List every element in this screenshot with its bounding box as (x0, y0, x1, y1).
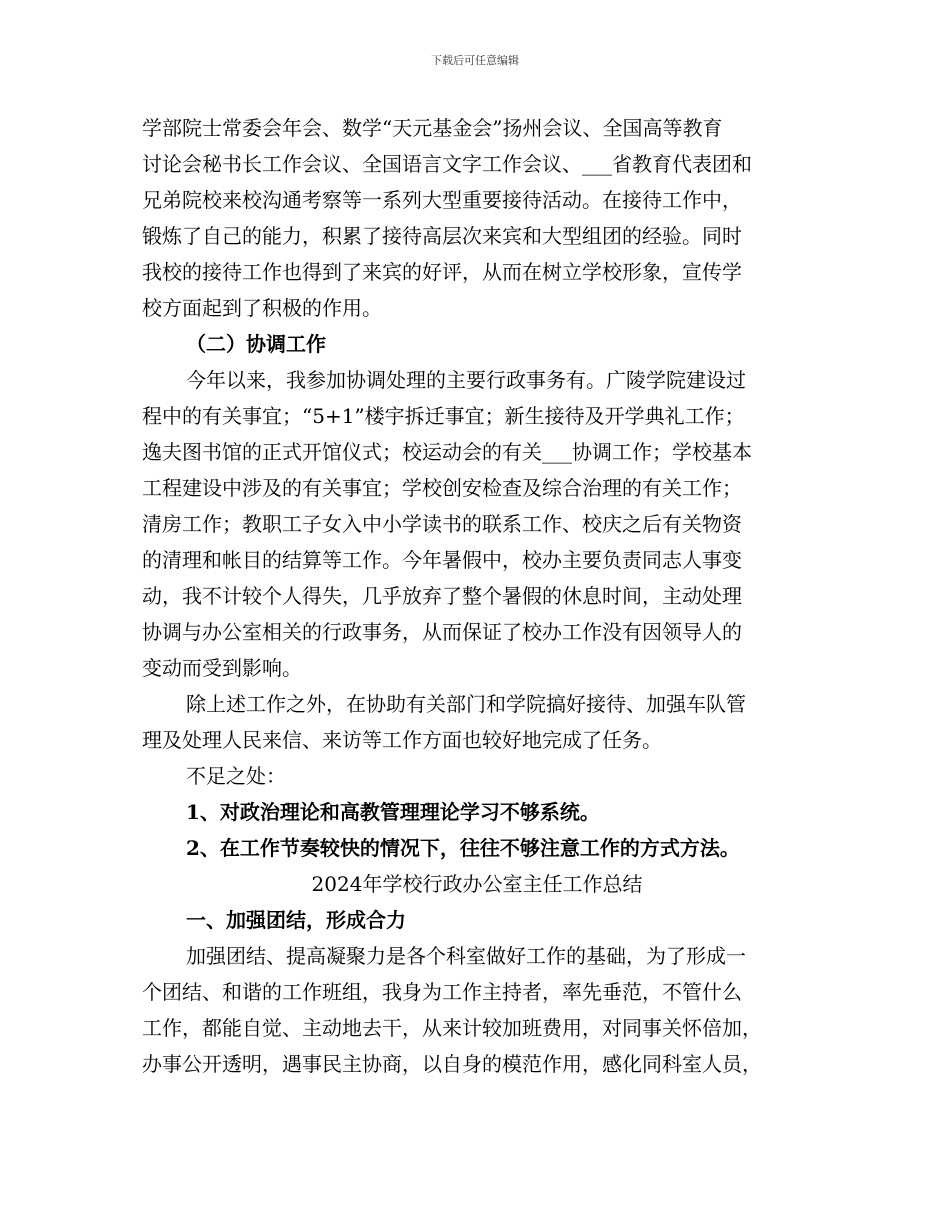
body-line: 程中的有关事宜；“5+1”楼宇拆迁事宜；新生接待及开学典礼工作； (142, 404, 745, 428)
body-line: 我校的接待工作也得到了来宾的好评，从而在树立学校形象，宣传学 (142, 260, 742, 284)
body-line: 讨论会秘书长工作会议、全国语言文字工作会议、___省教育代表团和 (142, 152, 752, 176)
body-line: 动，我不计较个人得失，几乎放弃了整个暑假的休息时间，主动处理 (142, 584, 742, 608)
paragraph-start-line: 今年以来，我参加协调处理的主要行政事务有。广陵学院建设过 (186, 368, 746, 392)
page-header: 下载后可任意编辑 (431, 54, 519, 67)
body-line: 个团结、和谐的工作班组，我身为工作主持者，率先垂范，不管什么 (142, 980, 742, 1004)
body-line: 校方面起到了积极的作用。 (142, 296, 382, 320)
body-line: 理及处理人民来信、来访等工作方面也较好地完成了任务。 (142, 728, 662, 752)
body-line: 变动而受到影响。 (142, 656, 302, 680)
body-line: 工程建设中涉及的有关事宜；学校创安检查及综合治理的有关工作； (142, 476, 742, 500)
section-heading: （二）协调工作 (186, 332, 326, 356)
document-title: 2024年学校行政办公室主任工作总结 (311, 872, 643, 896)
body-line: 锻炼了自己的能力，积累了接待高层次来宾和大型组团的经验。同时 (142, 224, 742, 248)
paragraph-start-line: 除上述工作之外，在协助有关部门和学院搞好接待、加强车队管 (186, 692, 746, 716)
body-line: 兄弟院校来校沟通考察等一系列大型重要接待活动。在接待工作中， (142, 188, 742, 212)
body-line: 学部院士常委会年会、数学“天元基金会”扬州会议、全国高等教育 (142, 116, 723, 140)
body-line: 办事公开透明，遇事民主协商，以自身的模范作用，感化同科室人员， (142, 1052, 762, 1076)
body-line: 工作，都能自觉、主动地去干，从来计较加班费用，对同事关怀倍加， (142, 1016, 762, 1040)
section-heading: 一、加强团结，形成合力 (186, 908, 406, 932)
shortcomings-label: 不足之处： (186, 764, 286, 788)
document-body (142, 110, 812, 1082)
shortcoming-item: 1、对政治理论和高教管理理论学习不够系统。 (186, 800, 600, 824)
shortcoming-item: 2、在工作节奏较快的情况下，往往不够注意工作的方式方法。 (186, 836, 740, 860)
body-line: 的清理和帐目的结算等工作。今年暑假中，校办主要负责同志人事变 (142, 548, 742, 572)
body-line: 协调与办公室相关的行政事务，从而保证了校办工作没有因领导人的 (142, 620, 742, 644)
paragraph-start-line: 加强团结、提高凝聚力是各个科室做好工作的基础，为了形成一 (186, 944, 746, 968)
body-line: 逸夫图书馆的正式开馆仪式；校运动会的有关___协调工作；学校基本 (142, 440, 752, 464)
body-line: 清房工作；教职工子女入中小学读书的联系工作、校庆之后有关物资 (142, 512, 742, 536)
